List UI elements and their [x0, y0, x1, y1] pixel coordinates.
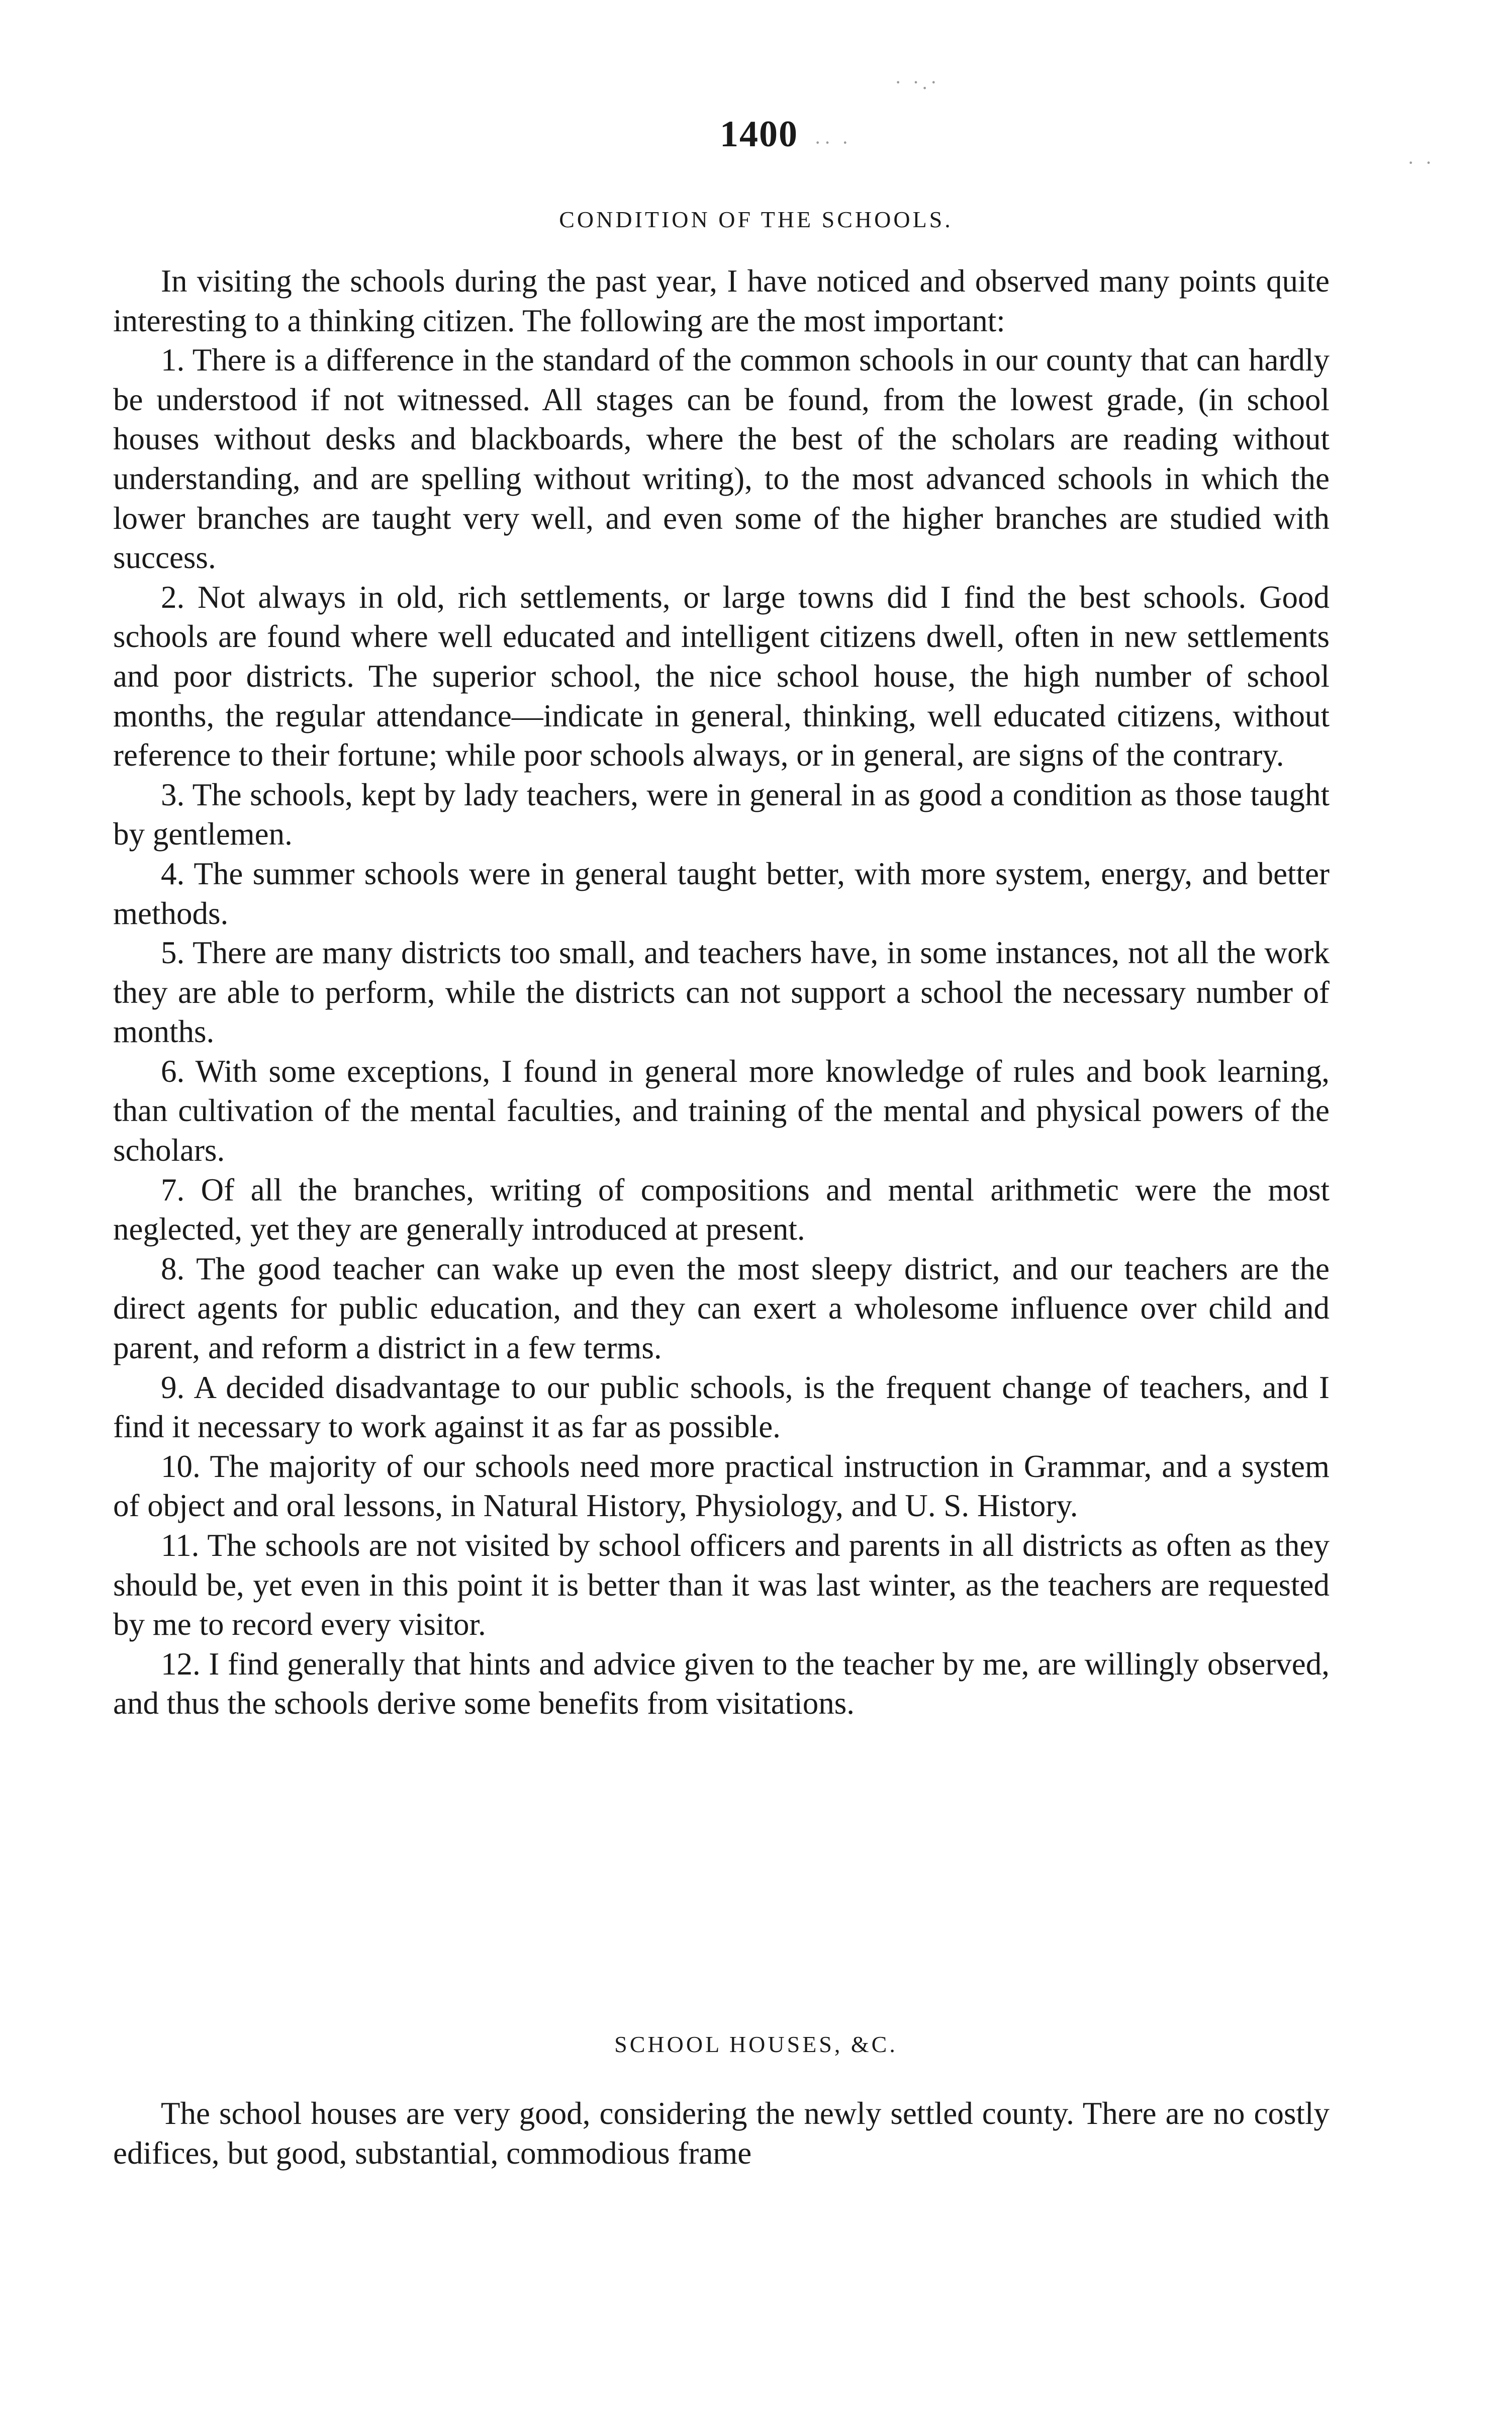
section-heading-condition: CONDITION OF THE SCHOOLS.: [559, 207, 953, 232]
intro-paragraph: In visiting the schools during the past year, I have noticed and observed many points quite interesting to a thinking citizen. The following are the most important:: [113, 263, 1330, 338]
numbered-paragraph-4: 4. The summer schools were in general taught better, with more system, energy, and better methods.: [113, 856, 1330, 931]
section-heading-school-houses: SCHOOL HOUSES, &C.: [614, 2031, 898, 2057]
numbered-paragraph-5: 5. There are many districts too small, and teachers have, in some instances, not all the work they are able to perform, while the districts can not support a school the necessary number of months.: [113, 935, 1330, 1050]
scan-artifact: ·· ·: [814, 131, 852, 154]
numbered-paragraph-10: 10. The majority of our schools need more practical instruction in Grammar, and a system of object and oral lessons, in Natural History, Physiology, and U. S. History.: [113, 1448, 1330, 1524]
numbered-paragraph-11: 11. The schools are not visited by school officers and parents in all districts as often as they should be, yet even in this point it is better than it was last winter, as the teachers are requested by me to record every visitor.: [113, 1528, 1330, 1642]
scan-artifact: · ·.·: [895, 71, 940, 94]
numbered-paragraph-6: 6. With some exceptions, I found in general more knowledge of rules and book learning, than cultivation of the mental faculties, and training of the mental and physical powers of the scholars.: [113, 1053, 1330, 1168]
school-houses-paragraph: The school houses are very good, considering the newly settled county. There are no costly edifices, but good, substantial, commodious frame: [113, 2096, 1330, 2171]
numbered-paragraph-9: 9. A decided disadvantage to our public schools, is the frequent change of teachers, and I find it necessary to work against it as far as possible.: [113, 1369, 1330, 1445]
numbered-paragraph-3: 3. The schools, kept by lady teachers, were in general in as good a condition as those taught by gentlemen.: [113, 777, 1330, 852]
scan-artifact: · ·: [1407, 151, 1435, 174]
page-number: 1400: [720, 114, 798, 155]
numbered-paragraph-8: 8. The good teacher can wake up even the most sleepy district, and our teachers are the direct agents for public education, and they can exert a wholesome influence over child and parent, and reform a district in a few terms.: [113, 1251, 1330, 1366]
numbered-paragraph-1: 1. There is a difference in the standard of the common schools in our county that can hardly be understood if not witnessed. All stages can be found, from the lowest grade, (in school houses without desks and blackboards, where the best of the scholars are reading without understanding, and are spelling without writing), to the most advanced schools in which the lower branches are taught very well, and even some of the higher branches are studied with success.: [113, 342, 1330, 576]
numbered-paragraph-12: 12. I find generally that hints and advice given to the teacher by me, are willingly observed, and thus the schools derive some benefits from visitations.: [113, 1646, 1330, 1721]
numbered-paragraph-7: 7. Of all the branches, writing of compositions and mental arithmetic were the most neglected, yet they are generally introduced at present.: [113, 1172, 1330, 1247]
section-body-condition: [113, 261, 1330, 1723]
section-body-school-houses: [113, 2094, 1330, 2173]
numbered-paragraph-2: 2. Not always in old, rich settlements, or large towns did I find the best schools. Good schools are found where well educated and intelligent citizens dwell, often in new settlements and poor districts. The superior school, the nice school house, the high number of school months, the regular attendance—indicate in general, thinking, well educated citizens, without reference to their fortune; while poor schools always, or in general, are signs of the contrary.: [113, 579, 1330, 773]
